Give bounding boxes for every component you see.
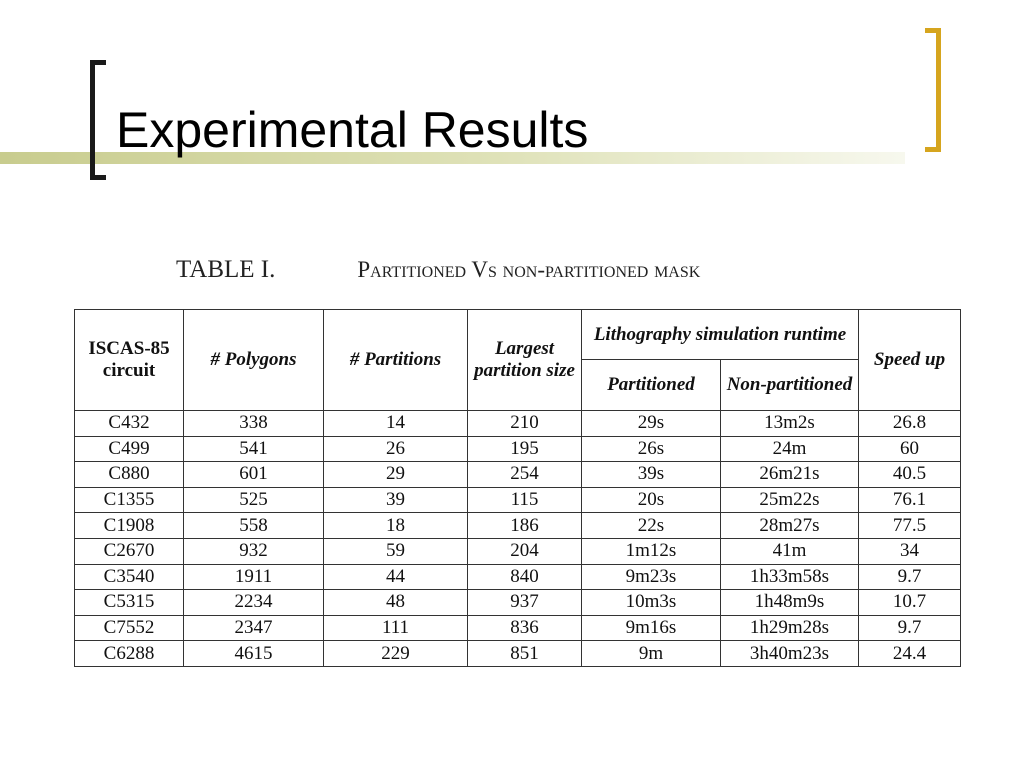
cell-largest-partition-size: 851	[468, 641, 582, 667]
cell-partitioned-runtime: 39s	[582, 462, 721, 488]
cell-partitions: 18	[324, 513, 468, 539]
cell-speedup: 76.1	[859, 487, 961, 513]
cell-partitioned-runtime: 20s	[582, 487, 721, 513]
table-row	[75, 564, 961, 590]
cell-speedup: 9.7	[859, 564, 961, 590]
table-row	[75, 462, 961, 488]
cell-partitioned-runtime: 26s	[582, 436, 721, 462]
cell-circuit: C499	[75, 436, 184, 462]
cell-partitions: 48	[324, 590, 468, 616]
header-non-partitioned: Non-partitioned	[721, 360, 859, 411]
cell-circuit: C3540	[75, 564, 184, 590]
cell-partitions: 44	[324, 564, 468, 590]
cell-non-partitioned-runtime: 25m22s	[721, 487, 859, 513]
slide-title: Experimental Results	[116, 102, 589, 158]
table-row	[75, 487, 961, 513]
cell-largest-partition-size: 254	[468, 462, 582, 488]
cell-polygons: 4615	[184, 641, 324, 667]
cell-partitioned-runtime: 9m23s	[582, 564, 721, 590]
cell-partitioned-runtime: 9m16s	[582, 615, 721, 641]
cell-non-partitioned-runtime: 1h48m9s	[721, 590, 859, 616]
cell-largest-partition-size: 204	[468, 538, 582, 564]
cell-partitions: 26	[324, 436, 468, 462]
cell-speedup: 24.4	[859, 641, 961, 667]
cell-polygons: 1911	[184, 564, 324, 590]
header-speedup: Speed up	[859, 310, 961, 411]
table-row	[75, 436, 961, 462]
cell-speedup: 9.7	[859, 615, 961, 641]
cell-partitions: 59	[324, 538, 468, 564]
right-bracket-decoration	[925, 28, 941, 152]
cell-circuit: C880	[75, 462, 184, 488]
cell-largest-partition-size: 195	[468, 436, 582, 462]
table-caption	[176, 256, 700, 284]
cell-circuit: C7552	[75, 615, 184, 641]
cell-circuit: C6288	[75, 641, 184, 667]
table-caption-label: TABLE I.	[176, 256, 276, 283]
cell-circuit: C2670	[75, 538, 184, 564]
cell-largest-partition-size: 210	[468, 411, 582, 437]
header-partitions: # Partitions	[324, 310, 468, 411]
cell-non-partitioned-runtime: 24m	[721, 436, 859, 462]
cell-largest-partition-size: 836	[468, 615, 582, 641]
cell-polygons: 2347	[184, 615, 324, 641]
header-largest-partition-size: Largest partition size	[468, 310, 582, 411]
table-row	[75, 538, 961, 564]
cell-partitions: 14	[324, 411, 468, 437]
cell-partitions: 229	[324, 641, 468, 667]
results-table	[74, 309, 961, 667]
table-row	[75, 615, 961, 641]
cell-circuit: C432	[75, 411, 184, 437]
cell-partitions: 39	[324, 487, 468, 513]
cell-speedup: 40.5	[859, 462, 961, 488]
cell-circuit: C1355	[75, 487, 184, 513]
cell-largest-partition-size: 937	[468, 590, 582, 616]
cell-non-partitioned-runtime: 1h33m58s	[721, 564, 859, 590]
cell-largest-partition-size: 115	[468, 487, 582, 513]
cell-polygons: 525	[184, 487, 324, 513]
table-body	[75, 411, 961, 667]
header-lithography-runtime: Lithography simulation runtime	[582, 310, 859, 360]
cell-non-partitioned-runtime: 1h29m28s	[721, 615, 859, 641]
header-polygons: # Polygons	[184, 310, 324, 411]
table-header	[75, 310, 961, 411]
cell-partitioned-runtime: 9m	[582, 641, 721, 667]
cell-largest-partition-size: 186	[468, 513, 582, 539]
cell-partitioned-runtime: 1m12s	[582, 538, 721, 564]
cell-speedup: 26.8	[859, 411, 961, 437]
header-circuit: ISCAS-85 circuit	[75, 310, 184, 411]
cell-speedup: 60	[859, 436, 961, 462]
header-partitioned: Partitioned	[582, 360, 721, 411]
cell-non-partitioned-runtime: 41m	[721, 538, 859, 564]
cell-polygons: 601	[184, 462, 324, 488]
cell-circuit: C1908	[75, 513, 184, 539]
left-bracket-decoration	[90, 60, 106, 180]
cell-circuit: C5315	[75, 590, 184, 616]
cell-partitioned-runtime: 29s	[582, 411, 721, 437]
cell-partitioned-runtime: 22s	[582, 513, 721, 539]
cell-speedup: 10.7	[859, 590, 961, 616]
table-caption-text: Partitioned Vs non-partitioned mask	[357, 257, 701, 282]
cell-non-partitioned-runtime: 26m21s	[721, 462, 859, 488]
table-row	[75, 590, 961, 616]
cell-polygons: 338	[184, 411, 324, 437]
cell-polygons: 2234	[184, 590, 324, 616]
table-row	[75, 513, 961, 539]
cell-non-partitioned-runtime: 3h40m23s	[721, 641, 859, 667]
cell-polygons: 558	[184, 513, 324, 539]
cell-largest-partition-size: 840	[468, 564, 582, 590]
cell-partitions: 111	[324, 615, 468, 641]
table-row	[75, 641, 961, 667]
cell-polygons: 932	[184, 538, 324, 564]
cell-speedup: 77.5	[859, 513, 961, 539]
cell-non-partitioned-runtime: 13m2s	[721, 411, 859, 437]
table-row	[75, 411, 961, 437]
cell-partitioned-runtime: 10m3s	[582, 590, 721, 616]
cell-speedup: 34	[859, 538, 961, 564]
cell-partitions: 29	[324, 462, 468, 488]
cell-polygons: 541	[184, 436, 324, 462]
cell-non-partitioned-runtime: 28m27s	[721, 513, 859, 539]
